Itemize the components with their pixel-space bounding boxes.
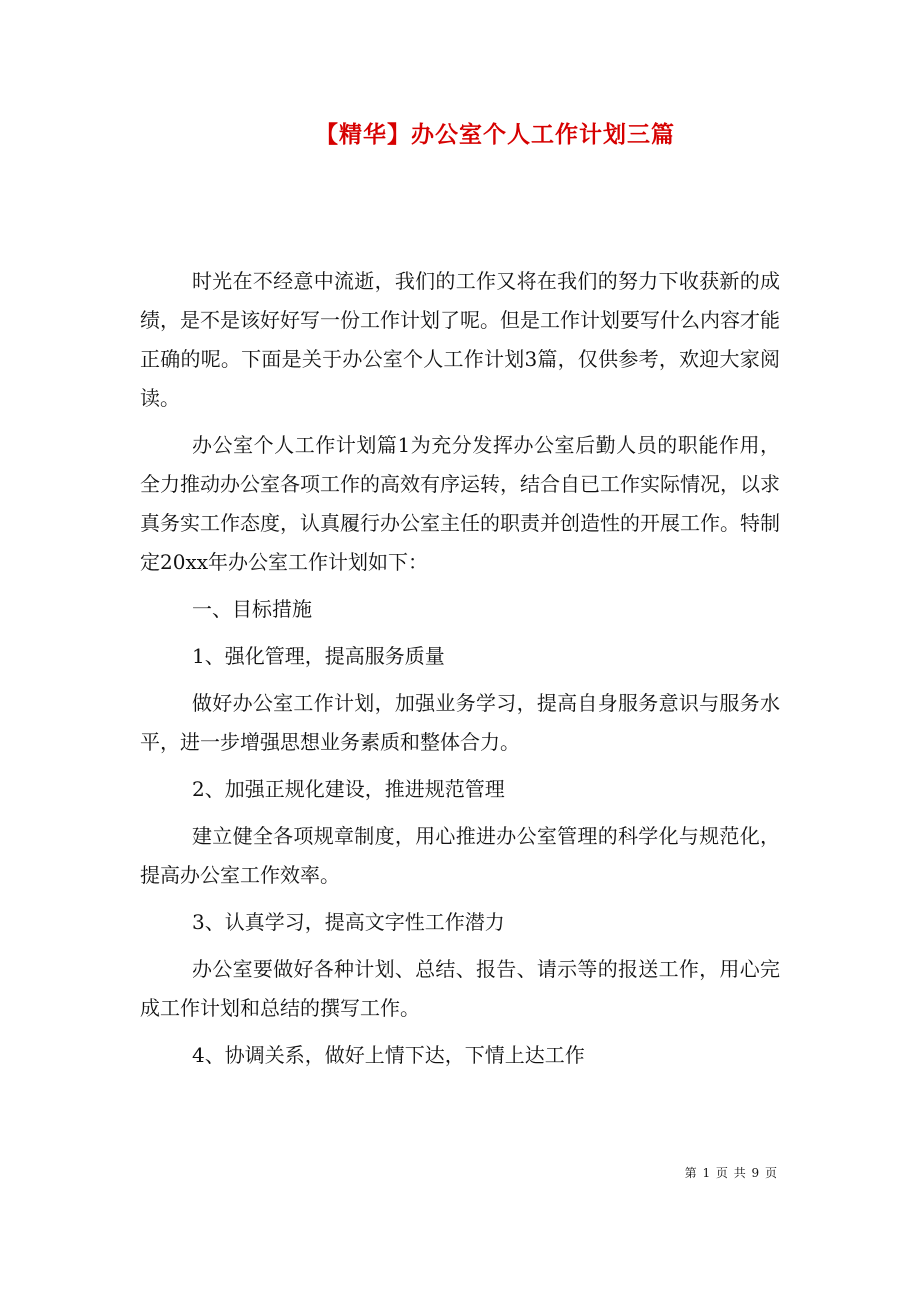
item-heading-4: 4、协调关系，做好上情下达，下情上达工作 [192,1043,585,1067]
document-title: 【精华】办公室个人工作计划三篇 [315,121,675,148]
item-text-1: 做好办公室工作计划，加强业务学习，提高自身服务意识与服务水平，进一步增强思想业务素质和整体合力。 [140,691,780,754]
item-heading-3: 3、认真学习，提高文字性工作潜力 [192,910,505,934]
item-heading-2: 2、加强正规化建设，推进规范管理 [192,777,505,801]
item-text-2: 建立健全各项规章制度，用心推进办公室管理的科学化与规范化，提高办公室工作效率。 [140,824,780,887]
page-footer: 第 1 页 共 9 页 [684,1166,778,1180]
item-text-3: 办公室要做好各种计划、总结、报告、请示等的报送工作，用心完成工作计划和总结的撰写工作。 [140,957,780,1020]
item-heading-1: 1、强化管理，提高服务质量 [192,644,445,668]
paragraph-intro: 时光在不经意中流逝，我们的工作又将在我们的努力下收获新的成绩，是不是该好好写一份工作计划了呢。但是工作计划要写什么内容才能正确的呢。下面是关于办公室个人工作计划3篇，仅供参考，欢迎大家阅读。 [140,269,780,410]
section-heading-goals: 一、目标措施 [192,597,312,621]
paragraph-plan-1-intro: 办公室个人工作计划篇1为充分发挥办公室后勤人员的职能作用，全力推动办公室各项工作的高效有序运转，结合自已工作实际情况，以求真务实工作态度，认真履行办公室主任的职责并创造性的开展工作。特制定20xx年办公室工作计划如下： [140,433,780,574]
document-body [140,262,780,1083]
